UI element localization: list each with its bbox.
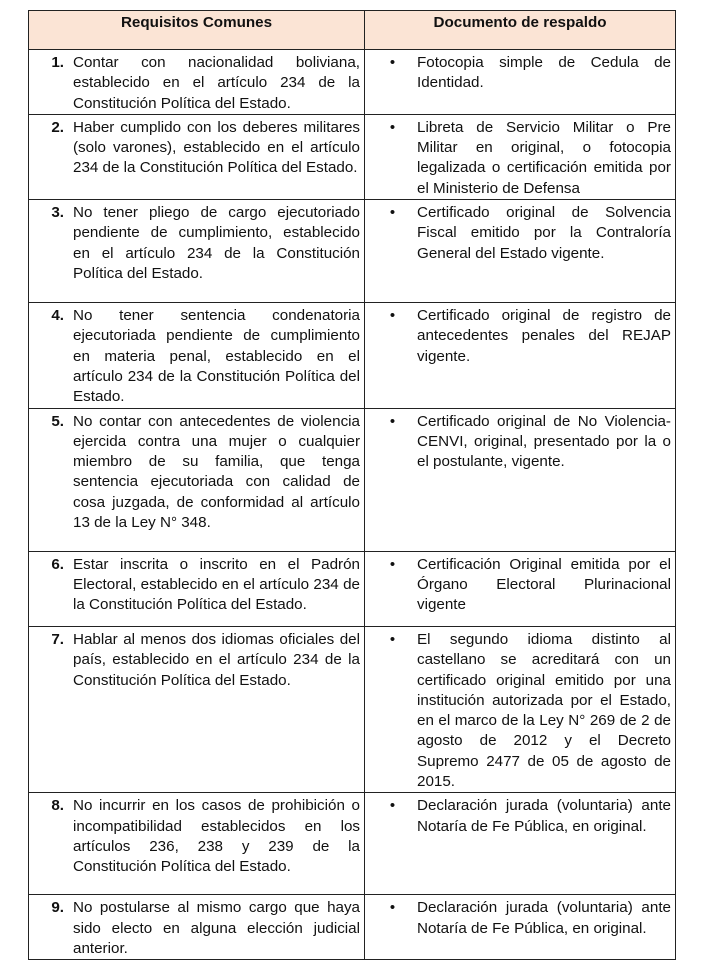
table-row bbox=[29, 114, 676, 199]
requirement-text: Haber cumplido con los deberes militares (solo varones), establecido en el artículo 234 de la Constitución Política del Estado. bbox=[73, 118, 360, 177]
row-number: 8. bbox=[51, 797, 64, 815]
bullet-icon: • bbox=[389, 204, 396, 222]
requirements-table-part-2 bbox=[28, 626, 676, 960]
document-text: El segundo idioma distinto al castellano se acreditará con un certificado original emitido por una institución autorizada por el Estado, en el marco de la Ley N° 269 de 2 de agosto de 2012 y el Decreto Supremo 2477 de 05 de agosto de 2015. bbox=[417, 631, 671, 791]
bullet-icon: • bbox=[389, 899, 396, 917]
table-row bbox=[29, 551, 676, 626]
document-text: Certificado original de No Violencia- CENVI, original, presentado por la o el postulante, vigente. bbox=[417, 412, 671, 471]
row-number: 5. bbox=[51, 412, 64, 430]
row-number: 2. bbox=[51, 118, 64, 136]
table-row bbox=[29, 627, 676, 793]
table-row bbox=[29, 200, 676, 303]
row-number: 7. bbox=[51, 631, 64, 648]
requirement-text: No tener sentencia condenatoria ejecutoriada pendiente de cumplimiento en materia penal, establecido en el artículo 234 de la Constitución Política del Estado. bbox=[73, 307, 360, 406]
requirement-text: Contar con nacionalidad boliviana, establecido en el artículo 234 de la Constitución Política del Estado. bbox=[73, 54, 360, 112]
document-text: Certificado original de Solvencia Fiscal emitido por la Contraloría General del Estado vigente. bbox=[417, 204, 671, 262]
table-row bbox=[29, 50, 676, 115]
column-header-requisitos: Requisitos Comunes bbox=[29, 11, 365, 50]
bullet-icon: • bbox=[389, 797, 396, 815]
table-row bbox=[29, 408, 676, 551]
document-text: Declaración jurada (voluntaria) ante Notaría de Fe Pública, en original. bbox=[417, 899, 671, 937]
bullet-icon: • bbox=[389, 118, 396, 136]
row-number: 6. bbox=[51, 555, 64, 573]
requirement-text: No tener pliego de cargo ejecutoriado pendiente de cumplimiento, establecido en el artículo 234 de la Constitución Política del Estado. bbox=[73, 204, 360, 282]
document-text: Libreta de Servicio Militar o Pre Militar en original, o fotocopia legalizada o certificación emitida por el Ministerio de Defensa bbox=[417, 118, 671, 197]
bullet-icon: • bbox=[389, 412, 396, 430]
document-text: Fotocopia simple de Cedula de Identidad. bbox=[417, 54, 671, 92]
column-header-documento: Documento de respaldo bbox=[365, 11, 676, 50]
bullet-icon: • bbox=[389, 307, 396, 325]
requirement-text: No postularse al mismo cargo que haya sido electo en alguna elección judicial anterior. bbox=[73, 899, 360, 957]
document-text: Declaración jurada (voluntaria) ante Notaría de Fe Pública, en original. bbox=[417, 797, 671, 835]
requirement-text: Hablar al menos dos idiomas oficiales del país, establecido en el artículo 234 de la Constitución Política del Estado. bbox=[73, 631, 360, 689]
row-number: 3. bbox=[51, 204, 64, 222]
document-text: Certificación Original emitida por el Órgano Electoral Plurinacional vigente bbox=[417, 555, 671, 614]
bullet-icon: • bbox=[389, 54, 396, 71]
requirement-text: No contar con antecedentes de violencia ejercida contra una mujer o cualquier miembro de su familia, que tenga sentencia ejecutoriada con calidad de cosa juzgada, de conformidad al artículo 13 de la Ley N° 348. bbox=[73, 412, 360, 532]
requirements-table-part-1 bbox=[28, 10, 676, 626]
row-number: 9. bbox=[51, 899, 64, 917]
bullet-icon: • bbox=[389, 555, 396, 573]
requirement-text: No incurrir en los casos de prohibición o incompatibilidad establecidos en los artículos 236, 238 y 239 de la Constitución Política del Estado. bbox=[73, 797, 360, 876]
table-row bbox=[29, 303, 676, 408]
row-number: 1. bbox=[51, 54, 64, 71]
row-number: 4. bbox=[51, 307, 64, 325]
requirement-text: Estar inscrita o inscrito en el Padrón Electoral, establecido en el artículo 234 de la Constitución Política del Estado. bbox=[73, 555, 360, 614]
table-row bbox=[29, 793, 676, 895]
bullet-icon: • bbox=[389, 631, 396, 648]
document-text: Certificado original de registro de antecedentes penales del REJAP vigente. bbox=[417, 307, 671, 365]
header-row bbox=[29, 11, 676, 50]
table-row bbox=[29, 895, 676, 960]
